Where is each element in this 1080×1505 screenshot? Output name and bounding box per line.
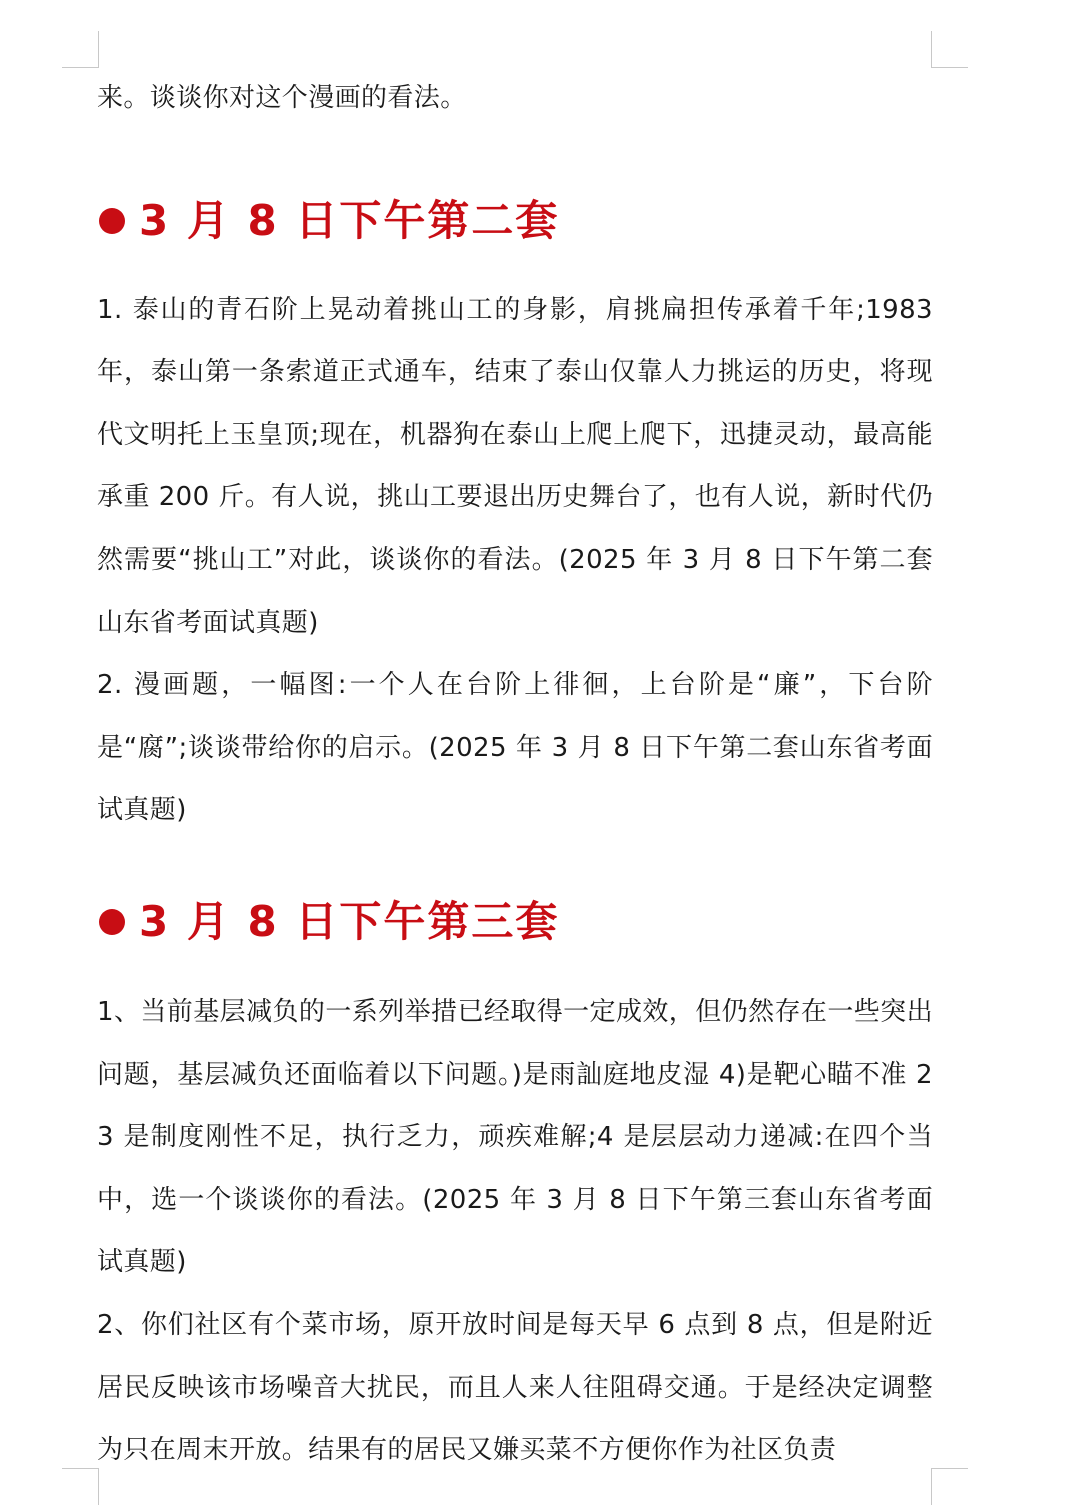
page-corner-mark-top-right (931, 31, 968, 68)
question-paragraph: 2. 漫画题，一幅图:一个人在台阶上徘徊，上台阶是“廉”，下台阶是“腐”;谈谈带给你的启示。(2025 年 3 月 8 日下午第二套山东省考面试真题) (97, 670, 933, 826)
intro-paragraph: 来。谈谈你对这个漫画的看法。 (97, 83, 467, 113)
section-heading-set-3 (97, 891, 933, 953)
spacer (97, 130, 933, 190)
question-paragraph: 2、你们社区有个菜市场，原开放时间是每天早 6 点到 8 点，但是附近居民反映该市场噪音大扰民，而且人来人往阻碍交通。于是经决定调整为只在周末开放。结果有的居民又嫌买菜不方便你作为社区负责 (97, 1309, 933, 1466)
spacer (97, 953, 933, 981)
question-paragraph: 1. 泰山的青石阶上晃动着挑山工的身影，肩挑扁担传承着千年;1983 年，泰山第一条索道正式通车，结束了泰山仅靠人力挑运的历史，将现代文明托上玉皇顶;现在，机器狗在泰山上爬上爬下，迅捷灵动，最高能承重 200 斤。有人说，挑山工要退出历史舞台了，也有人说，新时代仍然需要“挑山工”对此，谈谈你的看法。(2025 年 3 月 8 日下午第二套山东省考面试真题) (97, 294, 933, 638)
spacer (97, 252, 933, 279)
question-paragraph: 1、当前基层减负的一系列举措已经取得一定成效，但仍然存在一些突出问题，基层减负还面临着以下问题。)是雨訕庭地皮湿 4)是靶心瞄不准 23 是制度刚性不足，执行乏力，顽疾难解;4 是层层动力递减:在四个当中，选一个谈谈你的看法。(2025 年 3 月 8 日下午第三套山东省考面试真题) (97, 996, 933, 1278)
page-corner-mark-bottom-right (931, 1468, 968, 1505)
page-corner-mark-bottom-left (62, 1468, 99, 1505)
section-heading-text: 3 月 8 日下午第三套 (139, 896, 560, 946)
section-heading-text: 3 月 8 日下午第二套 (139, 195, 560, 245)
red-bullet-icon (99, 208, 125, 234)
spacer (97, 842, 933, 891)
red-bullet-icon (99, 909, 125, 935)
section-heading-set-2 (97, 190, 933, 252)
page-corner-mark-top-left (62, 31, 99, 68)
document-body (97, 67, 933, 1482)
